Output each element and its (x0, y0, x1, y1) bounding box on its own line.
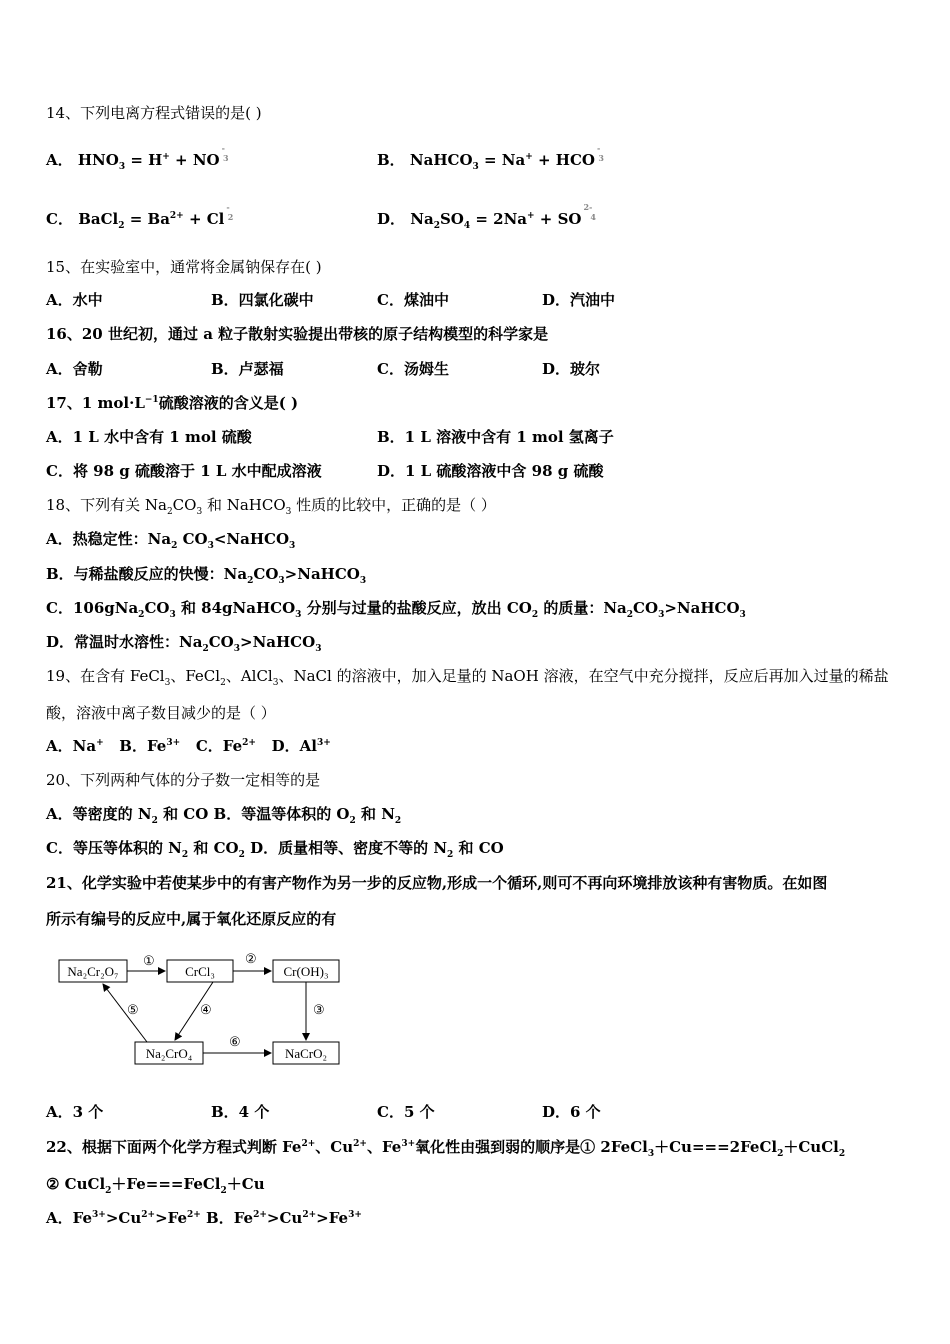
label-step-4: ④ (200, 1002, 212, 1017)
q21-option-b: B．4 个 (211, 1103, 270, 1121)
q17-option-b: B．1 L 溶液中含有 1 mol 氢离子 (377, 428, 614, 446)
q18-option-a: A．热稳定性：$Na_2$ $CO_3<NaHCO_3$ (46, 530, 296, 551)
q14-option-b: B． NaHCO$_3$ = $Na^+ + HCO^{-3}$ (377, 143, 604, 172)
q16-option-c: C．汤姆生 (377, 360, 449, 378)
q14-option-d: D． $Na_2SO_4 = 2Na^+ + SO^{2-4}$ (377, 202, 596, 231)
q17-option-c: C．将 98 g 硫酸溶于 1 L 水中配成溶液 (46, 462, 322, 480)
label-step-3: ③ (313, 1002, 325, 1017)
label-na2cr2o7: Na₂Cr₂O₇ (67, 964, 119, 979)
q15-option-b: B．四氯化碳中 (211, 291, 314, 309)
q16-option-a: A．舍勒 (46, 360, 103, 378)
q19-stem-line1: 19、在含有 FeCl$_3$、FeCl$_2$、AlCl$_3$、NaCl 的溶液中，加入足量的 NaOH 溶液，在空气中充分搅拌，反应后再加入过量的稀盐 (46, 667, 889, 688)
q14-stem: 14、下列电离方程式错误的是( ) (46, 104, 262, 122)
q19-options (46, 736, 331, 756)
q14-option-c: C． BaCl$_2$ = $Ba^{2+} + Cl^{-2}$ (46, 202, 234, 231)
q22-stem-line2: ② CuCl$_2$＋Fe===FeCl$_2$＋Cu (46, 1175, 265, 1196)
q19-option-d: D．$Al^{3+}$ (271, 737, 331, 755)
label-crcl3: CrCl₃ (185, 964, 215, 979)
q15-option-d: D．汽油中 (542, 291, 616, 309)
q18-option-b: B．与稀盐酸反应的快慢：$Na_2CO_3>NaHCO_3$ (46, 565, 367, 586)
q21-option-a: A．3 个 (46, 1103, 104, 1121)
label-step-2: ② (245, 951, 257, 966)
q18-option-c: C．$106gNa_2CO_3$ 和 84gNaHCO$_3$ 分别与过量的盐酸反应，放出 $CO_2$ 的质量：$Na_2CO_3>NaHCO_3$ (46, 599, 746, 620)
q21-reaction-diagram (55, 945, 355, 1070)
q17-option-a: A．1 L 水中含有 1 mol 硫酸 (46, 428, 252, 446)
q20-stem: 20、下列两种气体的分子数一定相等的是 (46, 771, 321, 789)
q14-option-a: A． $HNO_3 = H^+ + NO^{-3}$ (46, 143, 229, 172)
q19-stem-line2: 酸，溶液中离子数目减少的是（ ） (46, 704, 276, 722)
label-nacro2: NaCrO₂ (284, 1046, 328, 1061)
q17-stem: 17、1 $mol\cdot L^{-1}$硫酸溶液的含义是( ) (46, 394, 299, 412)
q22-stem-line1: 22、根据下面两个化学方程式判断 $Fe^{2+}$、$Cu^{2+}$、$Fe^{3+}$氧化性由强到弱的顺序是① 2FeCl$_3$＋Cu===2FeCl$_2$＋CuCl$_2$ (46, 1138, 846, 1159)
q15-option-a: A．水中 (46, 291, 103, 309)
label-step-5: ⑤ (127, 1002, 139, 1017)
q20-options-cd: C．等压等体积的 $N_2$ 和 $CO_2$ D．质量相等、密度不等的 $N_2$ 和 CO (46, 839, 504, 860)
q21-stem-line2: 所示有编号的反应中,属于氧化还原反应的有 (46, 910, 337, 928)
q18-option-d: D．常温时水溶性：$Na_2CO_3>NaHCO_3$ (46, 633, 322, 654)
q17-option-d: D．1 L 硫酸溶液中含 98 g 硫酸 (377, 462, 604, 480)
q21-option-d: D．6 个 (542, 1103, 601, 1121)
q19-option-a: A．Na+ (46, 737, 104, 755)
q19-option-b: B．$Fe^{3+}$ (119, 737, 181, 755)
q21-option-c: C．5 个 (377, 1103, 435, 1121)
q20-options-ab: A．等密度的 $N_2$ 和 CO B．等温等体积的 $O_2$ 和 $N_2$ (46, 805, 402, 826)
label-na2cro4: Na₂CrO₄ (145, 1046, 193, 1061)
q15-stem: 15、在实验室中，通常将金属钠保存在( ) (46, 258, 322, 276)
q18-stem: 18、下列有关 $Na_2CO_3$ 和 NaHCO$_3$ 性质的比较中，正确的是（ ） (46, 496, 496, 517)
q16-option-b: B．卢瑟福 (211, 360, 284, 378)
q19-option-c: C．$Fe^{2+}$ (195, 737, 256, 755)
q16-option-d: D．玻尔 (542, 360, 601, 378)
q21-stem-line1: 21、化学实验中若使某步中的有害产物作为另一步的反应物,形成一个循环,则可不再向环境排放该种有害物质。在如图 (46, 874, 828, 892)
q15-option-c: C．煤油中 (377, 291, 449, 309)
q16-stem: 16、20 世纪初，通过 a 粒子散射实验提出带核的原子结构模型的科学家是 (46, 325, 549, 343)
label-croh3: Cr(OH)₃ (283, 964, 329, 979)
label-step-6: ⑥ (229, 1034, 241, 1049)
label-step-1: ① (143, 953, 155, 968)
q22-options-ab: A．$Fe^{3+}>Cu^{2+}>Fe^{2+}$ B．$Fe^{2+}>Cu^{2+}>Fe^{3+}$ (46, 1209, 362, 1227)
arrow-5 (103, 984, 147, 1042)
